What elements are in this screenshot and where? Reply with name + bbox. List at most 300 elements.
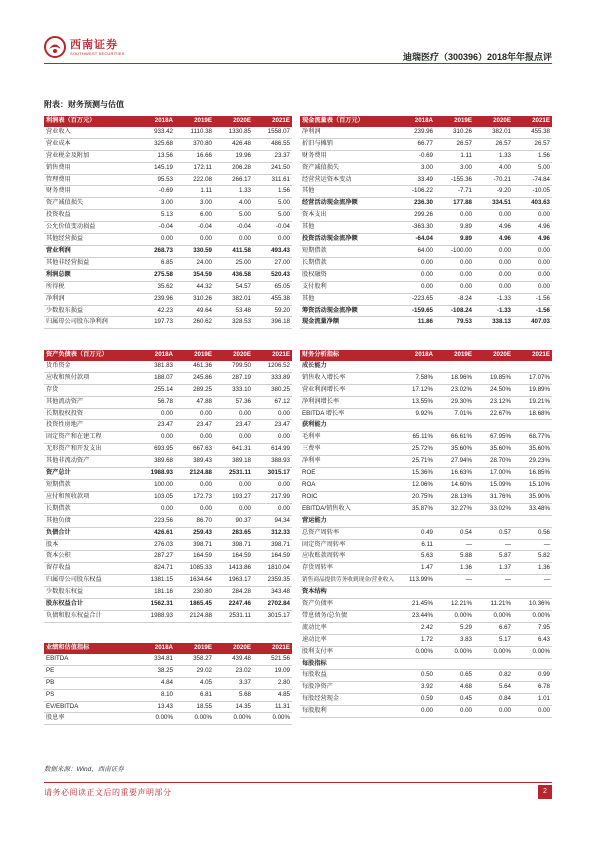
value-cell: 206.28 [214,162,253,174]
table-row [300,269,552,281]
value-cell: 32.27% [435,503,474,515]
row-label: 销售收入增长率 [300,372,396,384]
value-cell: -1.33 [474,305,513,317]
row-label: 其他 [300,222,396,234]
value-cell: 0.99 [513,670,552,682]
value-cell: 5.00 [253,210,292,222]
value-cell: 17.12% [396,384,435,396]
year-header-cell: 2019E [435,116,474,127]
value-cell: 0.00% [513,610,552,622]
year-header-cell: 2019E [175,116,214,127]
value-cell: 0.00 [175,432,214,444]
value-cell: 66.61% [435,432,474,444]
value-cell: 164.59 [253,551,292,563]
value-cell: 0.00 [396,269,435,281]
table-row [300,539,552,551]
row-label: 其他 [300,186,396,198]
value-cell: 693.95 [136,444,175,456]
value-cell: 389.18 [214,456,253,468]
value-cell: 25.71% [396,456,435,468]
value-cell: 5.68 [214,689,253,701]
value-cell: 164.59 [175,551,214,563]
table-row [300,186,552,198]
value-cell: 15.36% [396,468,435,480]
value-cell: -155.36 [435,174,474,186]
value-cell: 3.00 [175,198,214,210]
table-row [44,468,292,480]
value-cell: 268.73 [136,245,175,257]
value-cell: — [474,539,513,551]
row-label: 流动比率 [300,622,396,634]
table-row [300,491,552,503]
value-cell: 20.75% [396,491,435,503]
balance-sheet-table [44,350,292,623]
value-cell: 35.60% [513,444,552,456]
row-label: 长期借款 [44,503,136,515]
row-label: 资产总计 [44,468,136,480]
row-label: PB [44,677,136,689]
value-cell: 13.56 [136,150,175,162]
footer-disclaimer: 请务必阅读正文后的重要声明部分 [44,788,172,797]
table-row [44,444,292,456]
value-cell: 0.00 [175,234,214,246]
valuation-table [44,643,292,725]
value-cell: 23.02% [435,384,474,396]
table-row [300,706,552,718]
row-label: 经营营运资本变动 [300,174,396,186]
table-row [300,198,552,210]
table-row [300,361,552,372]
value-cell: 0.00 [474,281,513,293]
value-cell: 6.85 [136,257,175,269]
value-cell: 380.25 [253,384,292,396]
value-cell: 1562.31 [136,599,175,611]
row-label: 利润总额 [44,269,136,281]
value-cell [396,515,435,527]
value-cell: 1.33 [474,150,513,162]
value-cell: 1381.15 [136,575,175,587]
value-cell: 3.83 [435,634,474,646]
value-cell: -10.05 [513,186,552,198]
value-cell: 0.00 [396,257,435,269]
value-cell: -70.21 [474,174,513,186]
year-header-cell: 2020E [474,350,513,361]
value-cell: 35.90% [513,491,552,503]
table-row [300,527,552,539]
value-cell: 0.00 [253,234,292,246]
table-row [300,234,552,246]
row-label: PS [44,689,136,701]
value-cell: 0.00 [396,706,435,718]
value-cell: 2124.88 [175,610,214,622]
value-cell: 933.42 [136,127,175,138]
value-cell: 56.78 [136,396,175,408]
value-cell: 5.82 [513,551,552,563]
table-row [44,138,292,150]
value-cell: 17.07% [513,372,552,384]
value-cell: 0.00 [513,257,552,269]
value-cell: 4.68 [435,682,474,694]
value-cell: 100.00 [136,479,175,491]
row-label: 经营活动现金流净额 [300,198,396,210]
value-cell: 94.34 [253,515,292,527]
value-cell: 29.30% [435,396,474,408]
value-cell: 1.72 [396,634,435,646]
value-cell: 49.64 [175,305,214,317]
value-cell: 33.02% [474,503,513,515]
table-row [300,174,552,186]
row-label: 管理费用 [44,174,136,186]
value-cell: 12.06% [396,479,435,491]
value-cell: 521.56 [253,654,292,665]
table-row [44,515,292,527]
value-cell: 10.36% [513,599,552,611]
value-cell: 53.48 [214,305,253,317]
value-cell: 1413.86 [214,563,253,575]
header-divider [44,63,552,64]
value-cell: 54.57 [214,281,253,293]
table-row [44,420,292,432]
value-cell: 67.12 [253,396,292,408]
table-row [300,479,552,491]
value-cell: 5.13 [136,210,175,222]
row-label: 财务费用 [44,186,136,198]
table-row [300,599,552,611]
value-cell: 16.66 [175,150,214,162]
value-cell: 1085.33 [175,563,214,575]
value-cell: 461.36 [175,361,214,372]
table-row [44,372,292,384]
table-row [300,670,552,682]
value-cell: 398.71 [214,539,253,551]
value-cell: -223.65 [396,293,435,305]
value-cell: 28.70% [474,456,513,468]
value-cell: 23.47 [136,420,175,432]
value-cell: 0.00 [474,269,513,281]
table-row [300,127,552,138]
value-cell: 21.45% [396,599,435,611]
row-label: 其他非流动资产 [44,456,136,468]
table-row [300,646,552,658]
row-label: 筹资活动现金流净额 [300,305,396,317]
row-label: 应收账款周转率 [300,551,396,563]
row-label: 长期股权投资 [44,408,136,420]
row-label: 其他非经营损益 [44,257,136,269]
table-row [44,186,292,198]
value-cell: 18.55 [175,701,214,713]
value-cell: 287.27 [136,551,175,563]
value-cell: 0.00 [136,503,175,515]
value-cell: 6.78 [513,682,552,694]
table-row [44,713,292,725]
table-row [44,654,292,665]
value-cell: 0.00 [513,245,552,257]
row-label: 销售商品提供劳务收到现金/营业收入 [300,575,396,587]
value-cell: -0.69 [396,150,435,162]
value-cell: 0.49 [396,527,435,539]
value-cell: 79.53 [435,317,474,329]
value-cell: 23.47 [175,420,214,432]
value-cell: -159.65 [396,305,435,317]
row-label: 投资收益 [44,210,136,222]
value-cell: -0.04 [175,222,214,234]
value-cell: -1.56 [513,293,552,305]
table-row [300,444,552,456]
row-label: 投资性房地产 [44,420,136,432]
row-label: 每股经营现金 [300,694,396,706]
table-row [44,269,292,281]
value-cell: — [435,575,474,587]
value-cell: 0.54 [435,527,474,539]
table-row [300,694,552,706]
value-cell: 398.71 [253,539,292,551]
value-cell: 403.63 [513,198,552,210]
value-cell: 333.89 [253,372,292,384]
value-cell: 266.17 [214,174,253,186]
source-note: 数据来源：Wind，西南证券 [44,766,124,773]
value-cell: 493.43 [253,245,292,257]
value-cell: — [513,539,552,551]
value-cell: 0.00 [136,234,175,246]
value-cell: 312.33 [253,527,292,539]
year-header-cell: 2019E [435,350,474,361]
row-label: 营运能力 [300,515,396,527]
table-row [44,503,292,515]
table-row [44,257,292,269]
value-cell: 9.89 [435,222,474,234]
value-cell: 0.00 [253,479,292,491]
value-cell: 7.95 [513,622,552,634]
value-cell: 38.25 [136,665,175,677]
table-row [300,222,552,234]
value-cell: 13.43 [136,701,175,713]
value-cell: 177.88 [435,198,474,210]
value-cell: 64.00 [396,245,435,257]
value-cell: 0.59 [396,694,435,706]
value-cell: 1558.07 [253,127,292,138]
value-cell: 343.48 [253,587,292,599]
value-cell: 3.92 [396,682,435,694]
value-cell: 1.11 [435,150,474,162]
brand-name-cn: 西南证券 [70,38,118,51]
value-cell: 145.19 [136,162,175,174]
table-row [300,658,552,670]
value-cell: 29.23% [513,456,552,468]
table-row [44,127,292,138]
table-row [44,222,292,234]
row-label: 公允价值变动损益 [44,222,136,234]
value-cell: 0.00 [136,408,175,420]
row-label: EBITDA/销售收入 [300,503,396,515]
value-cell: 0.57 [474,527,513,539]
row-label: 短期借款 [300,245,396,257]
value-cell: 1988.93 [136,468,175,480]
table-row [44,361,292,372]
value-cell: 239.96 [136,293,175,305]
value-cell: — [474,575,513,587]
table-header-row [300,350,552,361]
value-cell: 0.00% [474,646,513,658]
value-cell: 217.99 [253,491,292,503]
value-cell: 455.38 [513,127,552,138]
table-row [44,527,292,539]
year-header-cell: 2021E [513,116,552,127]
value-cell: 8.10 [136,689,175,701]
value-cell: 68.77% [513,432,552,444]
value-cell: 276.03 [136,539,175,551]
row-label: 其他经营损益 [44,234,136,246]
value-cell: 0.00 [253,432,292,444]
value-cell: 23.12% [474,396,513,408]
value-cell: 614.99 [253,444,292,456]
value-cell: 4.00 [474,162,513,174]
value-cell: 3.00 [396,162,435,174]
value-cell: 35.60% [435,444,474,456]
value-cell: 0.00% [396,646,435,658]
value-cell: 65.11% [396,432,435,444]
value-cell: 0.00 [175,408,214,420]
row-label: ROIC [300,491,396,503]
value-cell: 0.00 [396,281,435,293]
table-row [44,293,292,305]
value-cell [435,420,474,432]
value-cell: 19.21% [513,396,552,408]
table-row [44,456,292,468]
value-cell: 113.99% [396,575,435,587]
value-cell: 0.00% [435,610,474,622]
value-cell: 0.00 [474,706,513,718]
value-cell: 33.48% [513,503,552,515]
value-cell: 5.64 [474,682,513,694]
value-cell: 0.00 [136,432,175,444]
value-cell: 1.56 [253,186,292,198]
table-row [44,563,292,575]
row-label: 营业收入 [44,127,136,138]
value-cell: 14.35 [214,701,253,713]
value-cell: 4.00 [214,198,253,210]
value-cell: 0.00 [175,479,214,491]
row-label: 每股净资产 [300,682,396,694]
value-cell: 1.36 [435,563,474,575]
value-cell: -1.56 [513,305,552,317]
value-cell: -64.04 [396,234,435,246]
value-cell: 0.00 [214,432,253,444]
value-cell: 26.57 [474,138,513,150]
value-cell: 0.00 [435,269,474,281]
table-row [300,305,552,317]
table-row [44,245,292,257]
value-cell [474,587,513,599]
table-row [44,701,292,713]
year-header-cell: 2021E [253,643,292,654]
value-cell: 333.10 [214,384,253,396]
table-row [44,174,292,186]
table-row [300,408,552,420]
row-label: 其他 [300,293,396,305]
value-cell: 4.96 [513,222,552,234]
row-label: 毛利率 [300,432,396,444]
table-header-row [44,116,292,127]
table-row [300,150,552,162]
table-row [44,587,292,599]
row-label: 少数股东损益 [44,305,136,317]
value-cell: 67.95% [474,432,513,444]
value-cell: 2702.84 [253,599,292,611]
row-label: 资本结构 [300,587,396,599]
row-label: 股权融资 [300,269,396,281]
value-cell: 25.72% [396,444,435,456]
value-cell: -0.04 [253,222,292,234]
value-cell: 255.14 [136,384,175,396]
row-label: 负债合计 [44,527,136,539]
year-header-cell: 2019E [175,643,214,654]
year-header-cell: 2018A [396,350,435,361]
year-header-cell: 2021E [253,116,292,127]
value-cell: 0.00 [435,706,474,718]
value-cell: 11.21% [474,599,513,611]
value-cell: 239.96 [396,127,435,138]
table-row [300,682,552,694]
value-cell: 0.00% [253,713,292,725]
value-cell: 35.60% [474,444,513,456]
row-label: 带息债务/总负债 [300,610,396,622]
value-cell [435,515,474,527]
value-cell: 2.42 [396,622,435,634]
value-cell: 23.44% [396,610,435,622]
row-label: 应付和预收款项 [44,491,136,503]
value-cell: 5.29 [435,622,474,634]
value-cell [396,361,435,372]
value-cell: -0.04 [136,222,175,234]
value-cell: 2359.35 [253,575,292,587]
row-label: EBITDA [44,654,136,665]
value-cell: 7.01% [435,408,474,420]
value-cell: 260.62 [175,317,214,329]
value-cell: 241.50 [253,162,292,174]
value-cell: -8.24 [435,293,474,305]
value-cell: 222.08 [175,174,214,186]
table-row [300,515,552,527]
value-cell: 641.31 [214,444,253,456]
value-cell: 283.65 [214,527,253,539]
value-cell: 1.11 [175,186,214,198]
table-title-cell: 业绩和估值指标 [44,643,136,654]
value-cell: 28.13% [435,491,474,503]
value-cell: 2531.11 [214,468,253,480]
value-cell: 103.05 [136,491,175,503]
table-row [300,384,552,396]
value-cell: 1.37 [474,563,513,575]
value-cell: 334.81 [136,654,175,665]
value-cell: 486.55 [253,138,292,150]
value-cell: 22.67% [474,408,513,420]
value-cell: 23.47 [214,420,253,432]
value-cell: 0.00 [214,234,253,246]
value-cell: 15.09% [474,479,513,491]
value-cell: 27.94% [435,456,474,468]
row-label: 货币资金 [44,361,136,372]
year-header-cell: 2018A [136,643,175,654]
value-cell: 223.56 [136,515,175,527]
value-cell: 426.61 [136,527,175,539]
value-cell: 5.63 [396,551,435,563]
table-row [300,456,552,468]
table-row [300,317,552,329]
value-cell: 16.63% [435,468,474,480]
value-cell: 6.11 [396,539,435,551]
value-cell: 25.00 [214,257,253,269]
value-cell: 29.02 [175,665,214,677]
